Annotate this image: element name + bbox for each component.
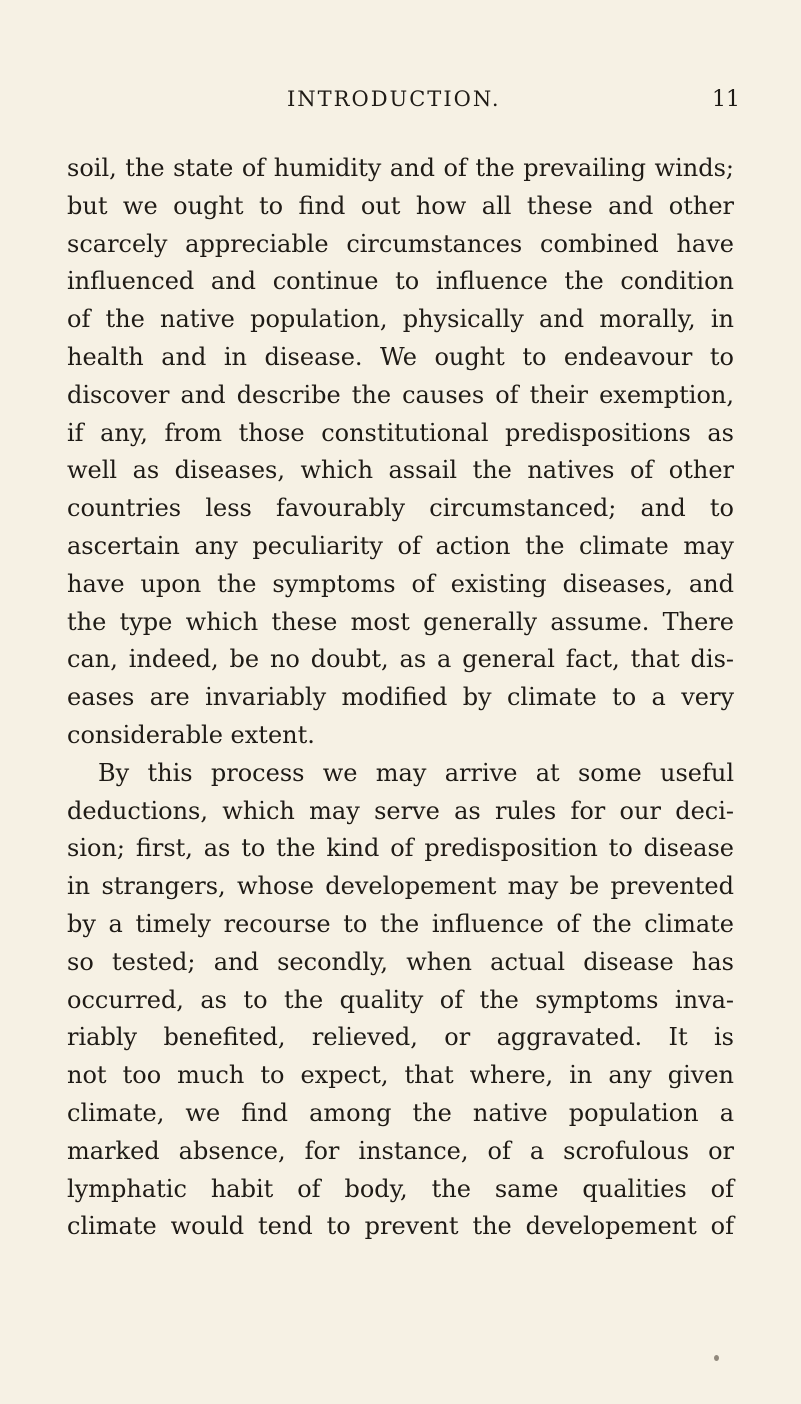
text-line: the type which these most generally assume. There (67, 607, 734, 636)
text-line: of the native population, physically and morally, in (67, 305, 734, 334)
text-line: ascertain any peculiarity of action the climate may (67, 531, 734, 560)
text-line: if any, from those constitutional predispositions as (67, 418, 734, 447)
text-line: deductions, which may serve as rules for our deci- (67, 796, 734, 825)
text-line: eases are invariably modified by climate to a very (67, 683, 734, 712)
running-header (0, 87, 801, 117)
text-line: lymphatic habit of body, the same qualities of (67, 1174, 734, 1203)
text-line: so tested; and secondly, when actual disease has (67, 947, 734, 976)
text-line: sion; first, as to the kind of predisposition to disease (67, 834, 734, 863)
text-line: occurred, as to the quality of the symptoms inva- (67, 985, 734, 1014)
text-line: not too much to expect, that where, in any given (67, 1061, 734, 1090)
text-line: scarcely appreciable circumstances combined have (67, 229, 734, 258)
text-line: climate would tend to prevent the developement of (67, 1212, 734, 1241)
text-line: have upon the symptoms of existing diseases, and (67, 569, 734, 598)
text-line: but we ought to find out how all these and other (67, 191, 734, 220)
text-line: marked absence, for instance, of a scrofulous or (67, 1136, 734, 1165)
body-text (67, 150, 734, 1246)
paragraph-end-line: considerable extent. (67, 720, 315, 749)
text-line: influenced and continue to influence the condition (67, 267, 734, 296)
text-line: health and in disease. We ought to endeavour to (67, 342, 734, 371)
text-line: discover and describe the causes of their exemption, (67, 380, 734, 409)
text-line: can, indeed, be no doubt, as a general fact, that dis- (67, 645, 734, 674)
text-line: soil, the state of humidity and of the prevailing winds; (67, 154, 734, 182)
ink-dot (714, 1355, 719, 1361)
text-line: by a timely recourse to the influence of the climate (67, 909, 734, 938)
text-line: countries less favourably circumstanced; and to (67, 494, 734, 523)
running-title: INTRODUCTION. (287, 87, 501, 111)
paragraph-start-line: By this process we may arrive at some useful (98, 758, 734, 787)
text-line: in strangers, whose developement may be prevented (67, 872, 734, 901)
page-number: 11 (712, 87, 740, 112)
text-line: well as diseases, which assail the natives of other (67, 456, 734, 485)
text-line: climate, we find among the native population a (67, 1098, 734, 1127)
text-line: riably benefited, relieved, or aggravated. It is (67, 1023, 734, 1052)
